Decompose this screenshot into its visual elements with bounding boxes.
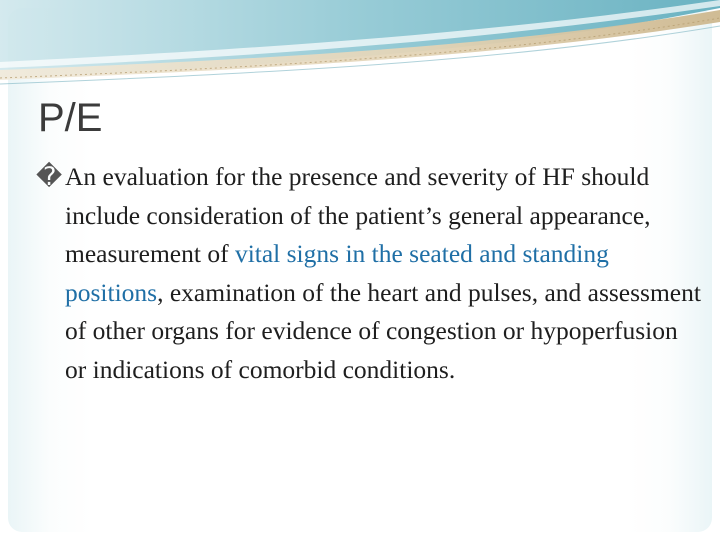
bullet-paragraph	[36, 158, 705, 389]
highlighted-text: vital signs in the seated and standing positions	[65, 239, 609, 307]
bullet-glyph-icon: �	[36, 162, 63, 191]
top-wave-decoration	[0, 0, 720, 90]
slide-title: P/E	[38, 96, 103, 140]
body-text-part1: An evaluation for the presence and severity of HF should include consideration of the patient’s general appearance, measurement of	[65, 162, 651, 268]
body-text-part2: , examination of the heart and pulses, and assessment of other organs for evidence of congestion or hypoperfusion or indications of comorbid conditions.	[65, 277, 701, 384]
